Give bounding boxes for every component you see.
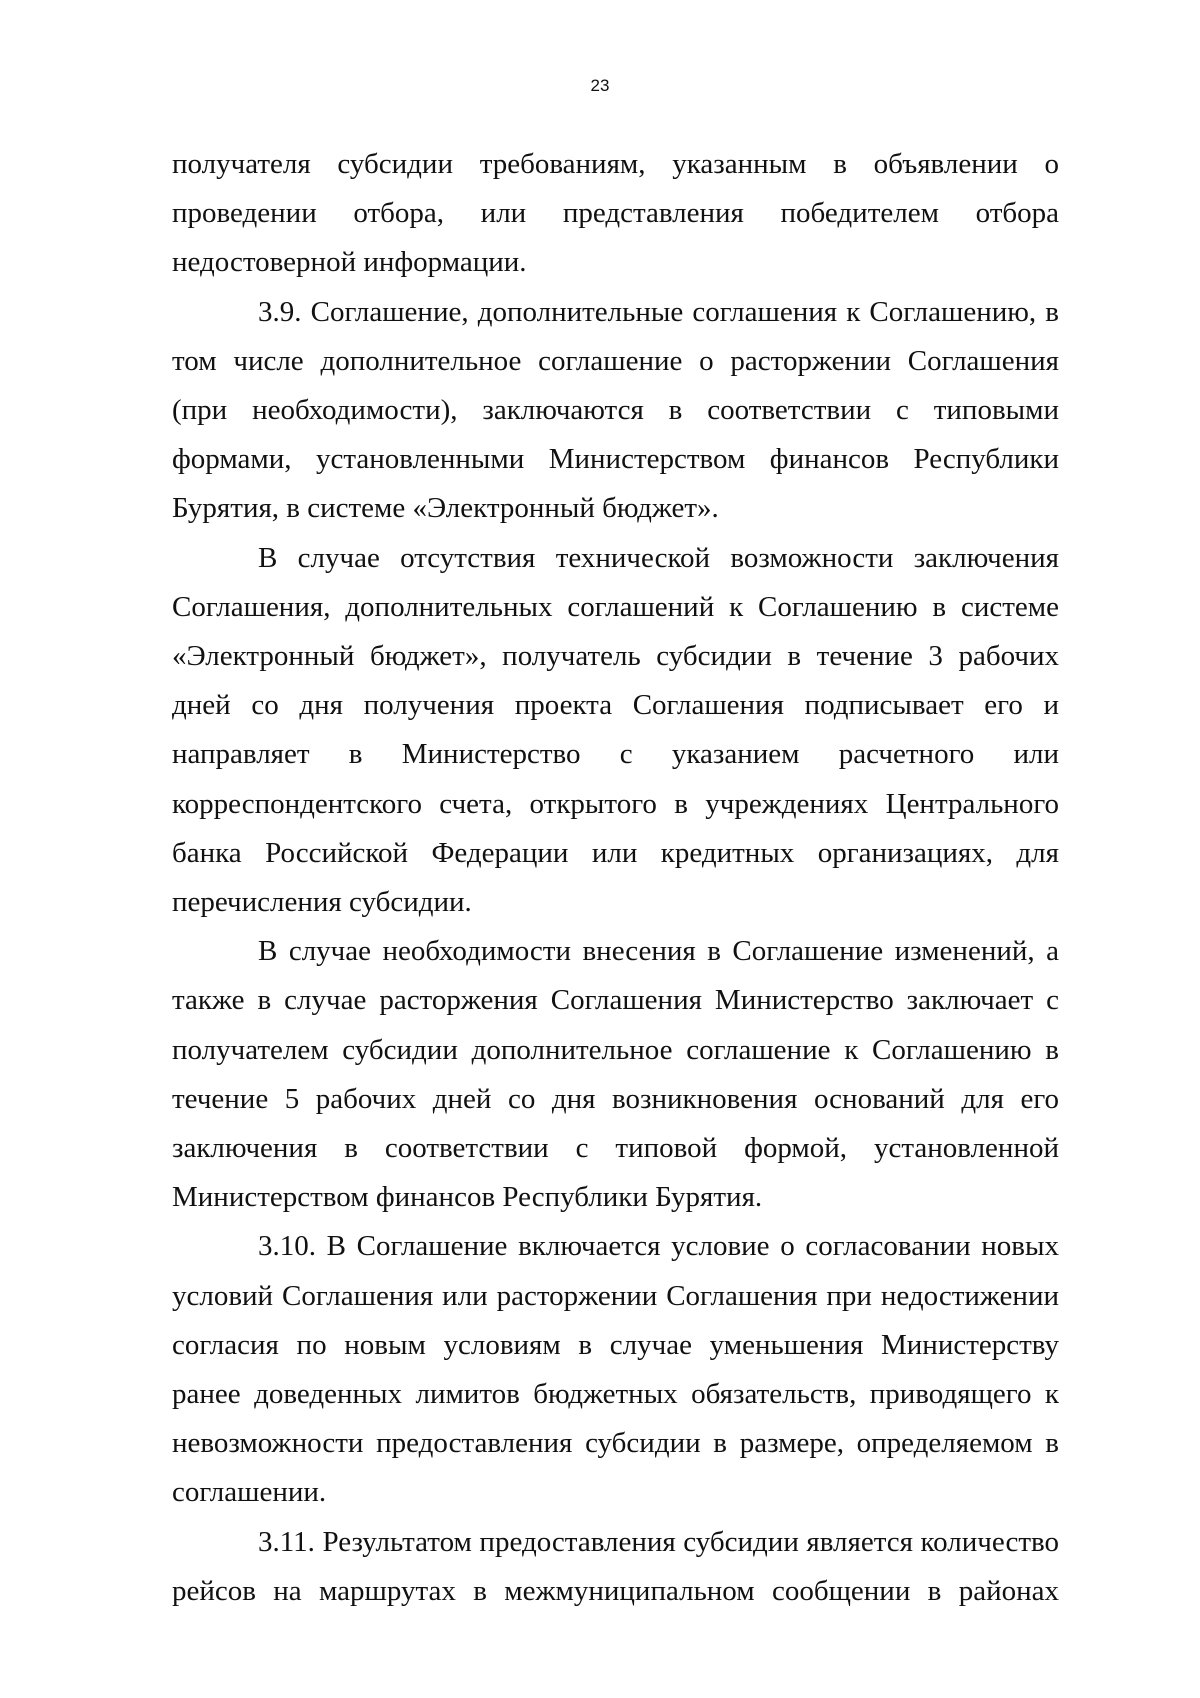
paragraph-amendments: В случае необходимости внесения в Соглашение изменений, а также в случае расторжения Соглашения Министерство заключает с получателем субсидии дополнительное соглашение к Соглашению в течение 5 рабочих дней со дня возникновения оснований для его заключения в соответствии с типовой формой, установленной Министерством финансов Республики Бурятия. [172, 935, 1059, 1214]
paragraph-clause-3-9: 3.9. Соглашение, дополнительные соглашения к Соглашению, в том числе дополнительное соглашение о расторжении Соглашения (при необходимости), заключаются в соответствии с типовыми формами, установленными Министерством финансов Республики Бурятия, в системе «Электронный бюджет». [172, 295, 1059, 525]
document-body [172, 140, 1059, 1616]
paragraph-clause-3-11: 3.11. Результатом предоставления субсидии является количество рейсов на маршрутах в межмуниципальном сообщении в районах [172, 1525, 1059, 1607]
paragraph-no-technical-possibility: В случае отсутствия технической возможности заключения Соглашения, дополнительных соглашений к Соглашению в системе «Электронный бюджет», получатель субсидии в течение 3 рабочих дней со дня получения проекта Соглашения подписывает его и направляет в Министерство с указанием расчетного или корреспондентского счета, открытого в учреждениях Центрального банка Российской Федерации или кредитных организациях, для перечисления субсидии. [172, 541, 1059, 919]
paragraph-clause-3-10: 3.10. В Соглашение включается условие о согласовании новых условий Соглашения или расторжении Соглашения при недостижении согласия по новым условиям в случае уменьшения Министерству ранее доведенных лимитов бюджетных обязательств, приводящего к невозможности предоставления субсидии в размере, определяемом в соглашении. [172, 1230, 1059, 1509]
page-number: 23 [590, 76, 610, 95]
paragraph-continuation: получателя субсидии требованиям, указанным в объявлении о проведении отбора, или представления победителем отбора недостоверной информации. [172, 148, 1059, 279]
